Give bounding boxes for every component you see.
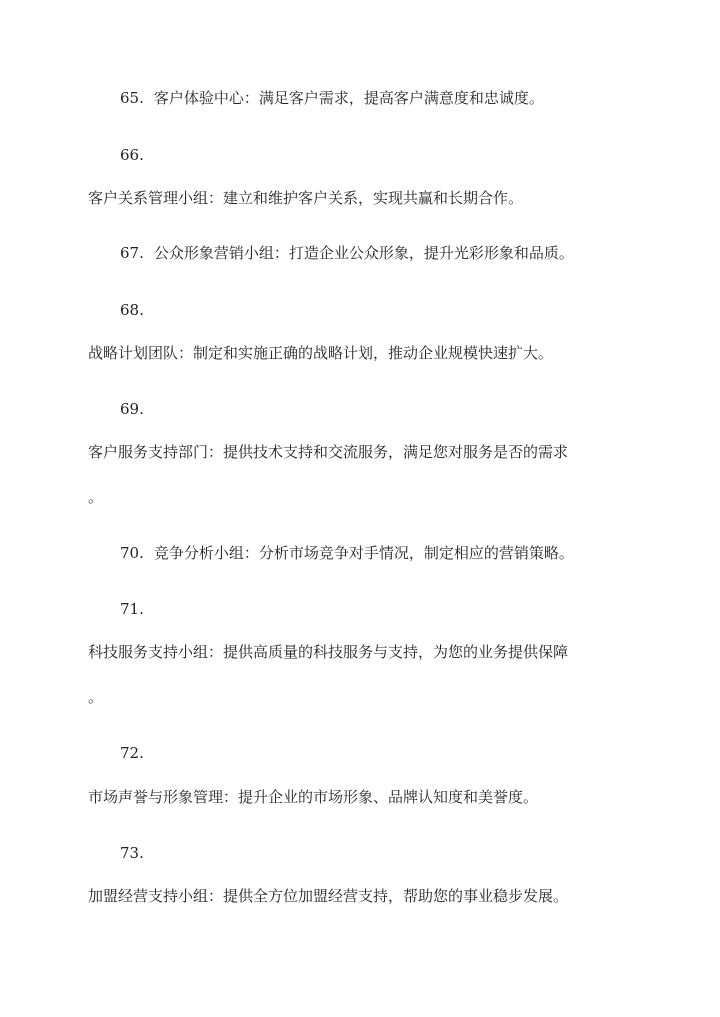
item-text-continuation: 。 [88, 488, 104, 506]
item-number: 71. [120, 600, 144, 618]
list-item [120, 88, 544, 108]
item-number: 67. [120, 244, 144, 262]
item-number: 69. [120, 400, 144, 418]
item-text: 加盟经营支持小组：提供全方位加盟经营支持，帮助您的事业稳步发展。 [88, 887, 569, 905]
item-text: 客户服务支持部门：提供技术支持和交流服务，满足您对服务是否的需求 [88, 443, 569, 461]
item-text: 公众形象营销小组：打造企业公众形象，提升光彩形象和品质。 [153, 244, 574, 262]
item-number: 66. [120, 146, 144, 164]
item-text: 市场声誉与形象管理：提升企业的市场形象、品牌认知度和美誉度。 [88, 788, 539, 806]
item-text: 科技服务支持小组：提供高质量的科技服务与支持，为您的业务提供保障 [88, 643, 569, 661]
item-text: 客户体验中心：满足客户需求，提高客户满意度和忠诚度。 [153, 89, 544, 107]
item-text: 客户关系管理小组：建立和维护客户关系，实现共赢和长期合作。 [88, 189, 524, 207]
item-number: 70. [120, 544, 144, 562]
item-text: 战略计划团队：制定和实施正确的战略计划，推动企业规模快速扩大。 [88, 344, 554, 362]
list-item [120, 543, 574, 563]
item-number: 73. [120, 844, 144, 862]
list-item [120, 243, 574, 263]
item-text-continuation: 。 [88, 688, 104, 706]
item-number: 68. [120, 301, 144, 319]
item-text: 竞争分析小组：分析市场竞争对手情况，制定相应的营销策略。 [153, 544, 574, 562]
item-number: 65. [120, 89, 144, 107]
item-number: 72. [120, 744, 144, 762]
